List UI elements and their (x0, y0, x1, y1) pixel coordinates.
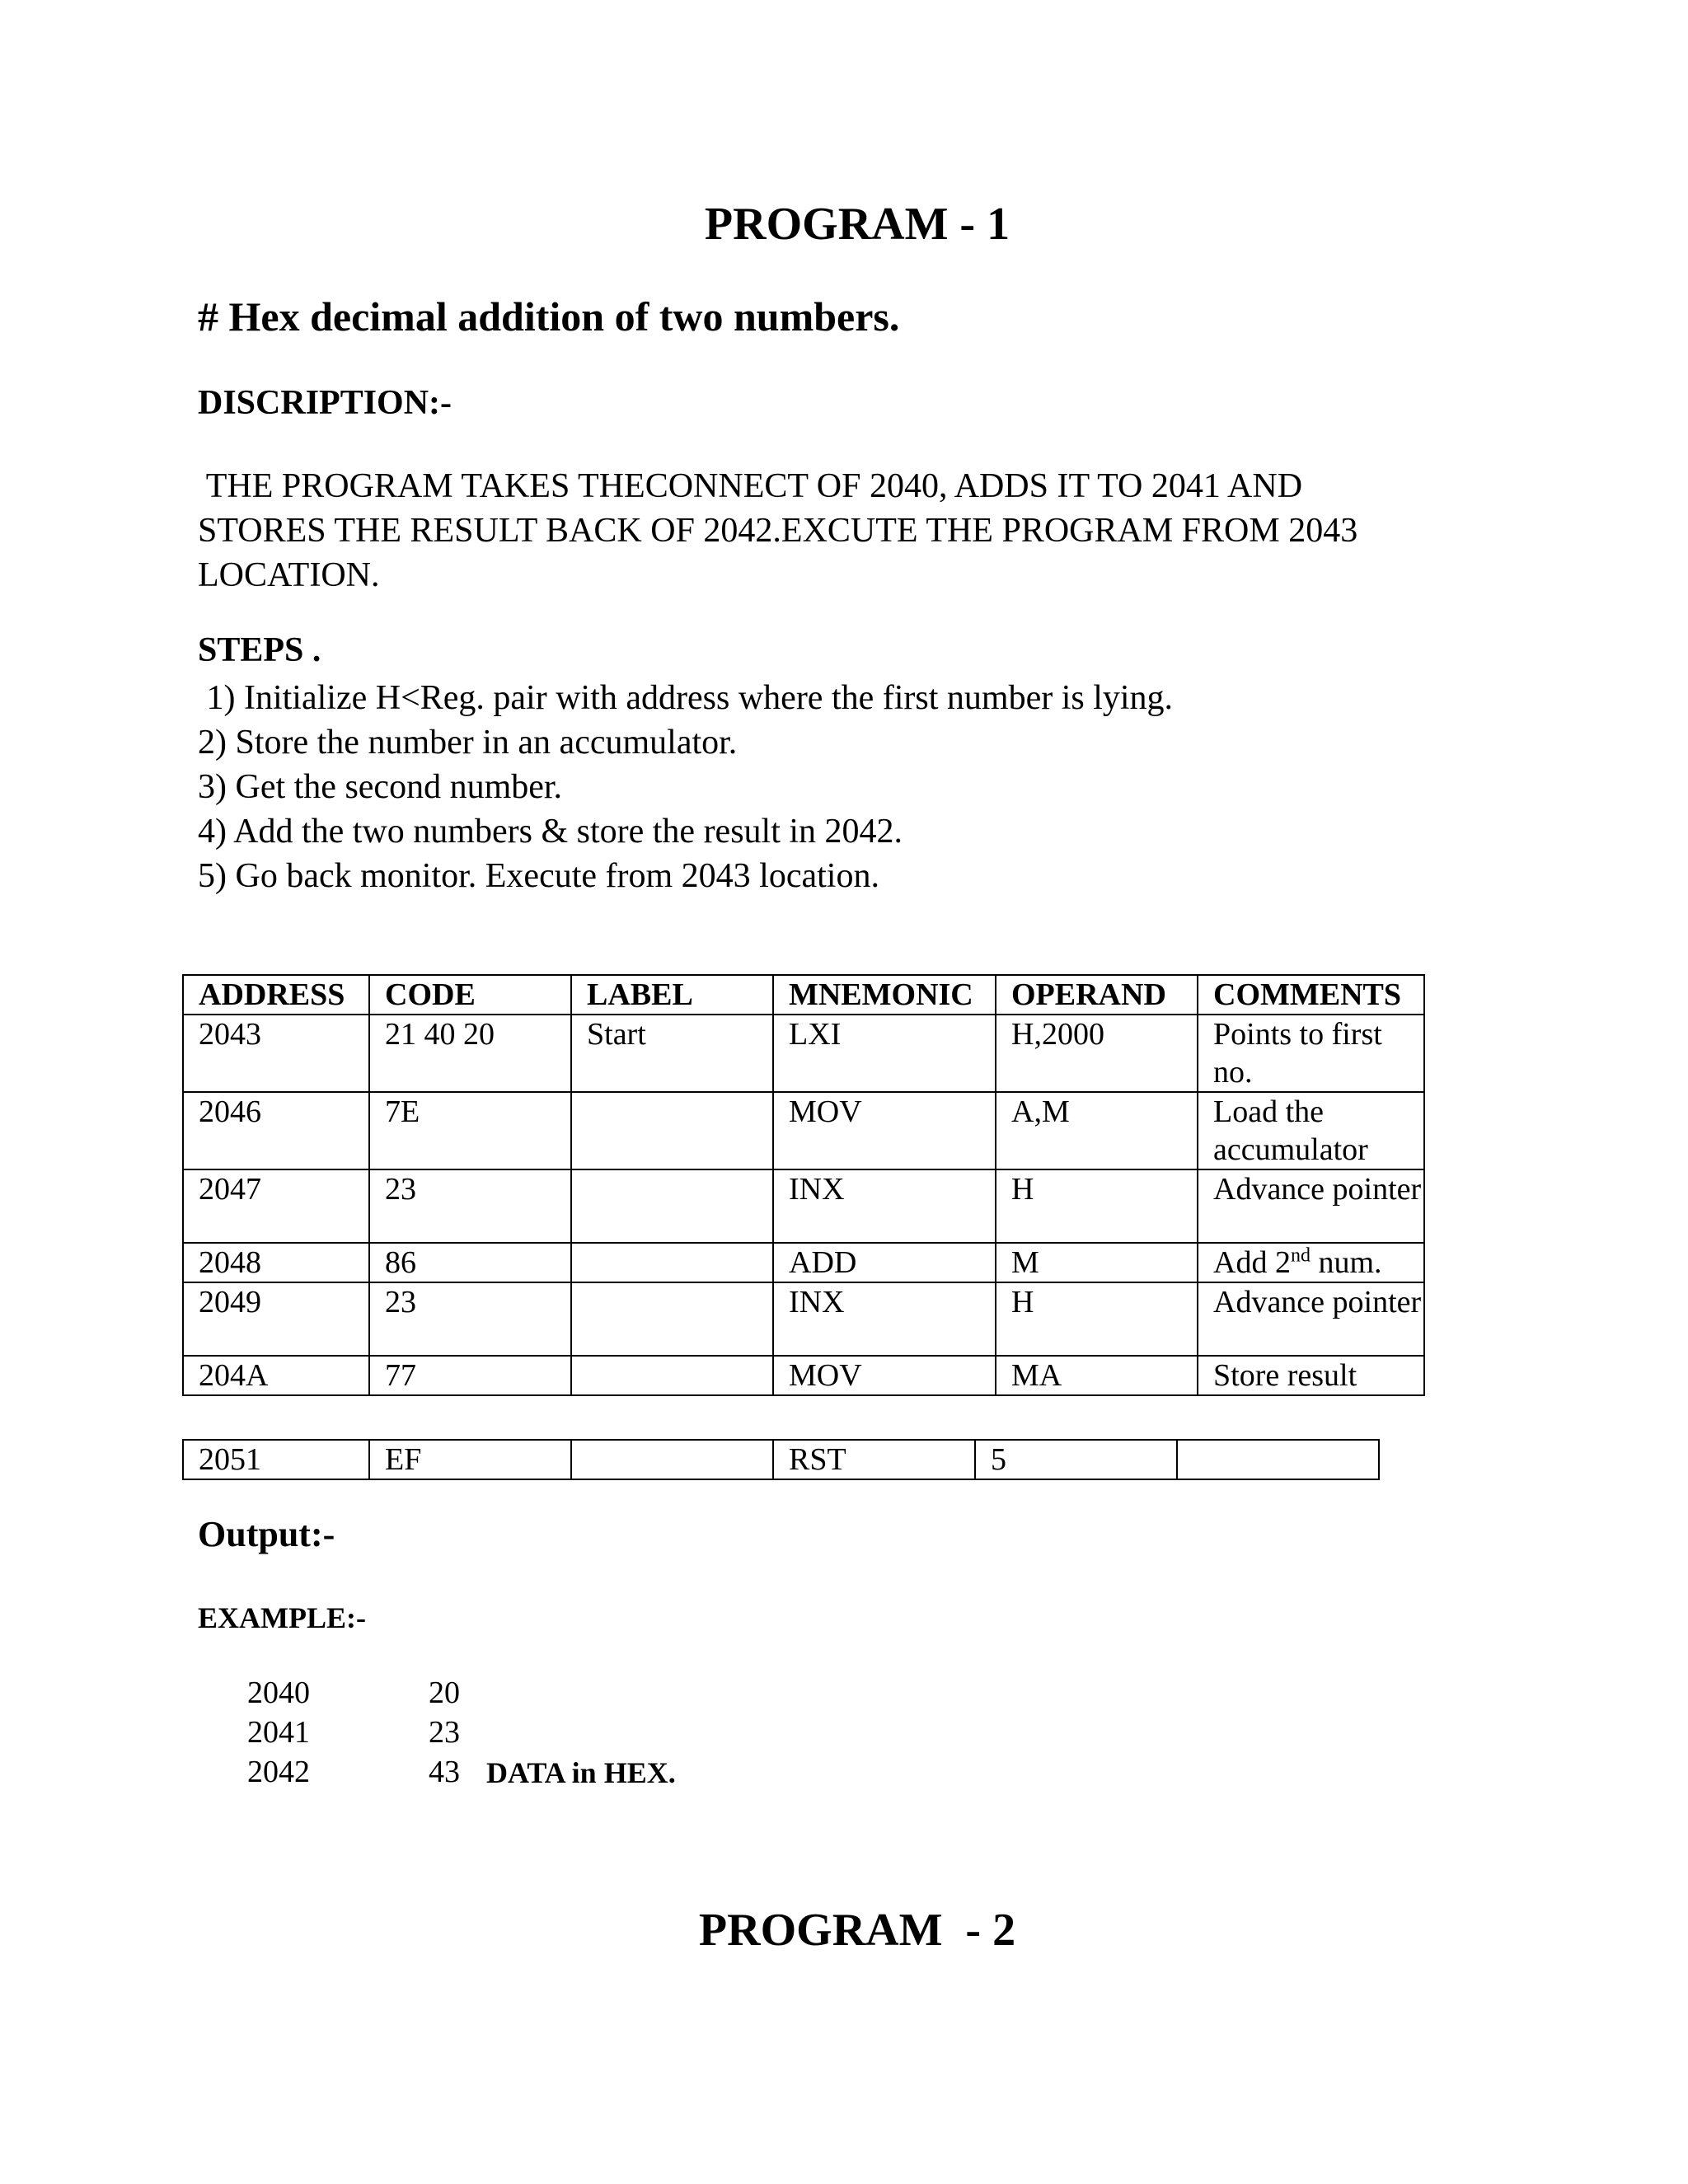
cell-address: 2049 (183, 1282, 369, 1356)
cell-address: 2048 (183, 1243, 369, 1282)
step-item: 1) Initialize H<Reg. pair with address where the first number is lying. (198, 679, 1174, 717)
cell-address: 2051 (183, 1440, 369, 1479)
col-header-address: ADDRESS (183, 975, 369, 1015)
cell-mnemonic: MOV (773, 1356, 996, 1395)
cell-operand: H (996, 1282, 1198, 1356)
output-label: Output:- (198, 1514, 335, 1554)
cell-address: 204A (183, 1356, 369, 1395)
cell-label (571, 1440, 773, 1479)
cell-code: EF (369, 1440, 571, 1479)
col-header-operand: OPERAND (996, 975, 1198, 1015)
cell-code: 21 40 20 (369, 1015, 571, 1092)
table-row (183, 1356, 1424, 1395)
table-row (183, 1015, 1424, 1092)
step-item: 4) Add the two numbers & store the result in 2042. (198, 813, 903, 851)
cell-label (571, 1356, 773, 1395)
cell-comment: Load the accumulator (1198, 1092, 1424, 1169)
extra-row-table (182, 1439, 1380, 1480)
cell-comment: Points to first no. (1198, 1015, 1424, 1092)
example-address: 2040 (247, 1675, 310, 1710)
cell-address: 2047 (183, 1169, 369, 1243)
description-line: STORES THE RESULT BACK OF 2042.EXCUTE THE PROGRAM FROM 2043 (198, 512, 1358, 550)
example-address: 2042 (247, 1755, 310, 1789)
cell-mnemonic: MOV (773, 1092, 996, 1169)
program-heading: # Hex decimal addition of two numbers. (198, 293, 900, 340)
col-header-mnemonic: MNEMONIC (773, 975, 996, 1015)
step-item: 5) Go back monitor. Execute from 2043 location. (198, 857, 879, 895)
example-note: DATA in HEX. (486, 1756, 676, 1789)
cell-operand: H,2000 (996, 1015, 1198, 1092)
table-row (183, 1092, 1424, 1169)
description-line: THE PROGRAM TAKES THECONNECT OF 2040, ADDS IT TO 2041 AND (198, 467, 1303, 505)
cell-comment (1198, 1243, 1424, 1282)
steps-list (198, 676, 1173, 898)
cell-address: 2043 (183, 1015, 369, 1092)
cell-code: 23 (369, 1169, 571, 1243)
cell-address: 2046 (183, 1092, 369, 1169)
col-header-comments: COMMENTS (1198, 975, 1424, 1015)
comment-suffix: num. (1310, 1245, 1382, 1280)
col-header-code: CODE (369, 975, 571, 1015)
cell-code: 23 (369, 1282, 571, 1356)
example-address: 2041 (247, 1715, 310, 1750)
table-row (183, 1169, 1424, 1243)
cell-comment: Advance pointer (1198, 1169, 1424, 1243)
step-item: 3) Get the second number. (198, 768, 563, 806)
cell-code: 7E (369, 1092, 571, 1169)
example-label: EXAMPLE:- (198, 1601, 366, 1634)
col-header-label: LABEL (571, 975, 773, 1015)
cell-operand: H (996, 1169, 1198, 1243)
cell-label (571, 1092, 773, 1169)
program-table (182, 974, 1425, 1396)
cell-mnemonic: ADD (773, 1243, 996, 1282)
cell-mnemonic: INX (773, 1282, 996, 1356)
steps-label: STEPS . (198, 631, 321, 669)
comment-prefix: Add 2 (1213, 1245, 1291, 1280)
cell-operand: M (996, 1243, 1198, 1282)
cell-label: Start (571, 1015, 773, 1092)
program-1-title: PROGRAM - 1 (704, 199, 1010, 250)
cell-operand: 5 (975, 1440, 1177, 1479)
description-line: LOCATION. (198, 556, 380, 594)
cell-operand: MA (996, 1356, 1198, 1395)
table-row (183, 1282, 1424, 1356)
cell-mnemonic: RST (773, 1440, 975, 1479)
cell-comment: Advance pointer (1198, 1282, 1424, 1356)
cell-label (571, 1169, 773, 1243)
step-item: 2) Store the number in an accumulator. (198, 724, 738, 762)
cell-comment: Store result (1198, 1356, 1424, 1395)
cell-code: 86 (369, 1243, 571, 1282)
cell-mnemonic: LXI (773, 1015, 996, 1092)
cell-mnemonic: INX (773, 1169, 996, 1243)
cell-operand: A,M (996, 1092, 1198, 1169)
table-row (183, 1243, 1424, 1282)
table-row (183, 1440, 1379, 1479)
example-value: 23 (429, 1715, 460, 1750)
description-text (198, 464, 1550, 598)
example-value: 43 (429, 1755, 460, 1789)
cell-code: 77 (369, 1356, 571, 1395)
cell-label (571, 1243, 773, 1282)
comment-superscript: nd (1290, 1244, 1311, 1267)
program-2-title: PROGRAM - 2 (698, 1905, 1016, 1956)
example-value: 20 (429, 1675, 460, 1710)
cell-comment (1177, 1440, 1379, 1479)
cell-label (571, 1282, 773, 1356)
table-header-row (183, 975, 1424, 1015)
description-label: DISCRIPTION:- (198, 384, 452, 422)
